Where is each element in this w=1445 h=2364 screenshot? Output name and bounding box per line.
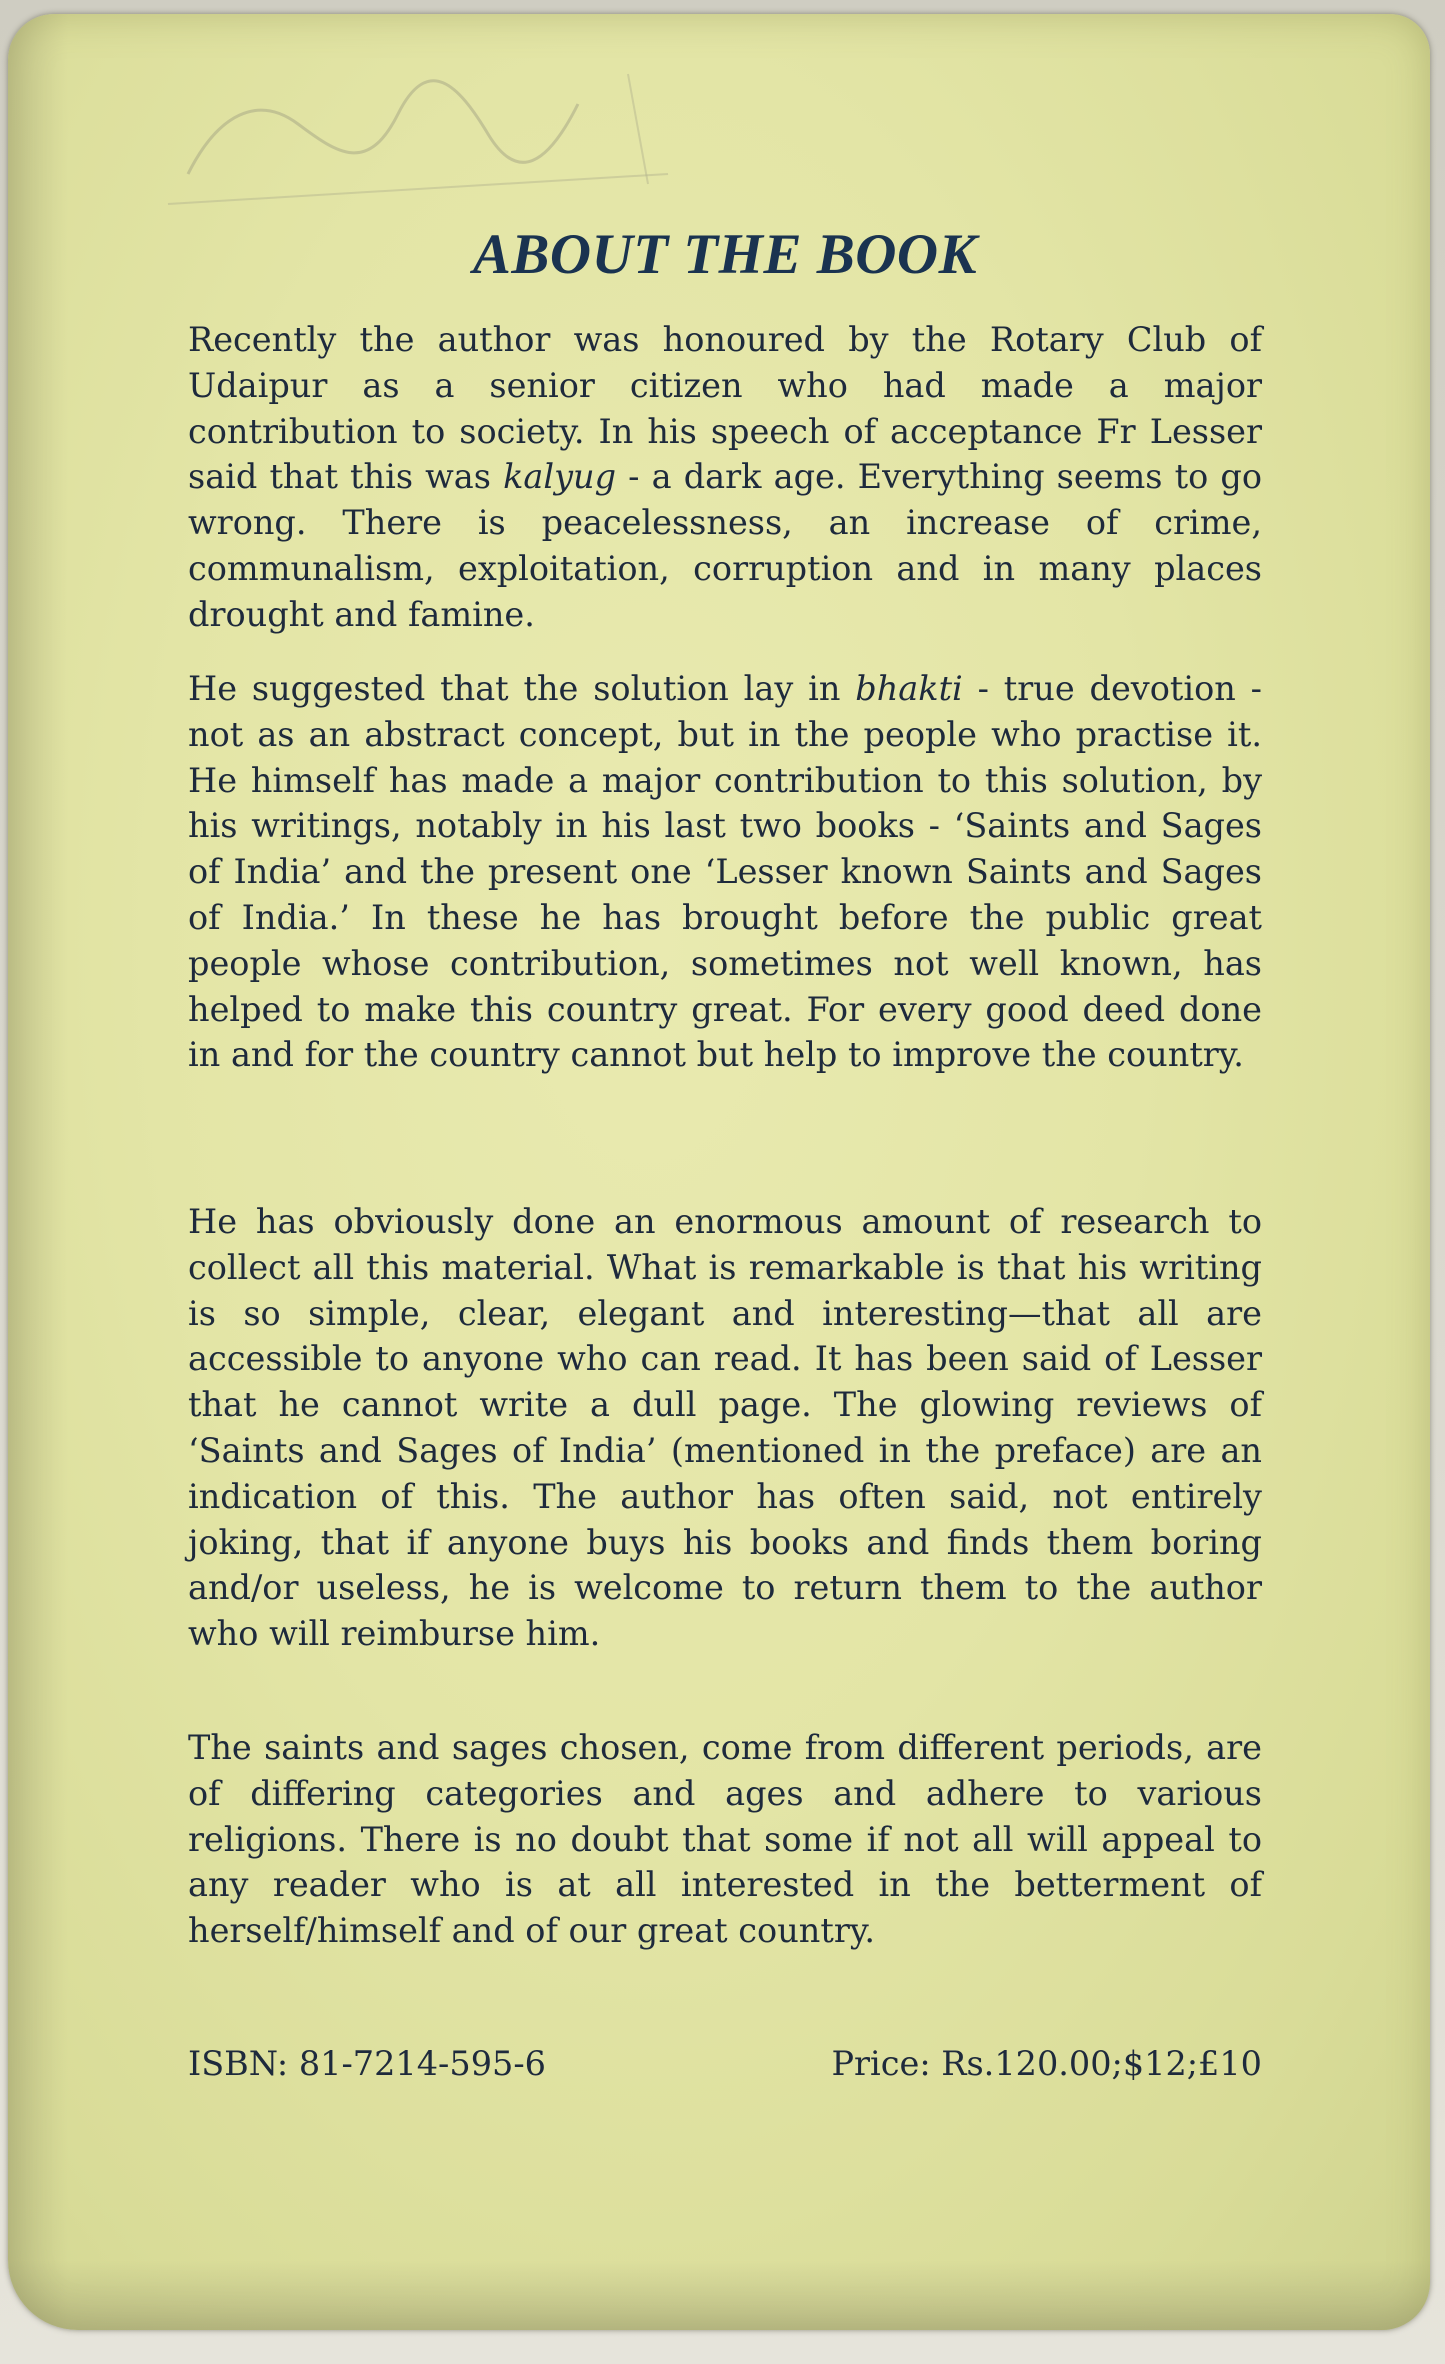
paragraph-1-text-a: Recently the author was honoured by the Rotary Club of Udaipur as a senior citizen who had made a major contribution to society. In his speech of acceptance Fr Lesser said that this was xyxy=(188,320,1262,497)
pencil-scribble-mark xyxy=(128,54,688,214)
paragraph-2-text-a: He suggested that the solution lay in xyxy=(188,669,856,708)
paragraph-1-emphasis: kalyug xyxy=(503,457,617,497)
paragraph-2-text-b: - true devotion - not as an abstract concept, but in the people who practise it. He himself has made a major contribution to this solution, by his writings, notably in his last two books - ‘Saints and Sages of India’ and the present one ‘Lesser known Saints and Sages of India.’ In these he has brought before the public great people whose contribution, sometimes not well known, has helped to make this country great. For every good deed done in and for the country cannot but help to improve the country. xyxy=(188,669,1262,1075)
paragraph-1-text-b: - a dark age. Everything seems to go wrong. There is peacelessness, an increase of crime, communalism, exploitation, corruption and in many places drought and famine. xyxy=(188,457,1262,634)
paragraph-2 xyxy=(188,666,1262,1078)
page-title: ABOUT THE BOOK xyxy=(472,223,978,286)
price-label: Price: Rs.120.00;$12;£10 xyxy=(831,2044,1262,2083)
paragraph-2-emphasis: bhakti xyxy=(855,669,963,708)
paragraph-3-text: He has obviously done an enormous amount of research to collect all this material. What is remarkable is that his writing is so simple, clear, elegant and interesting—that all are accessible to anyone who can read. It has been said of Lesser that he cannot write a dull page. The glowing reviews of ‘Saints and Sages of India’ (mentioned in the preface) are an indication of this. The author has often said, not entirely joking, that if anyone buys his books and finds them boring and/or useless, he is welcome to return them to the author who will reimburse him. xyxy=(188,1202,1262,1654)
cover-edge-wear xyxy=(8,14,68,2330)
cover-bottom-wear xyxy=(8,2260,1430,2330)
paragraph-3 xyxy=(188,1199,1262,1657)
paragraph-4-text: The saints and sages chosen, come from different periods, are of differing categories and ages and adhere to various religions. There is no doubt that some if not all will appeal to any reader who is at all interested in the betterment of herself/himself and of our great country. xyxy=(188,1728,1262,1951)
paragraph-1 xyxy=(188,317,1262,638)
paragraph-4 xyxy=(188,1725,1262,1954)
isbn-label: ISBN: 81-7214-595-6 xyxy=(188,2044,546,2083)
book-back-cover xyxy=(8,14,1430,2330)
